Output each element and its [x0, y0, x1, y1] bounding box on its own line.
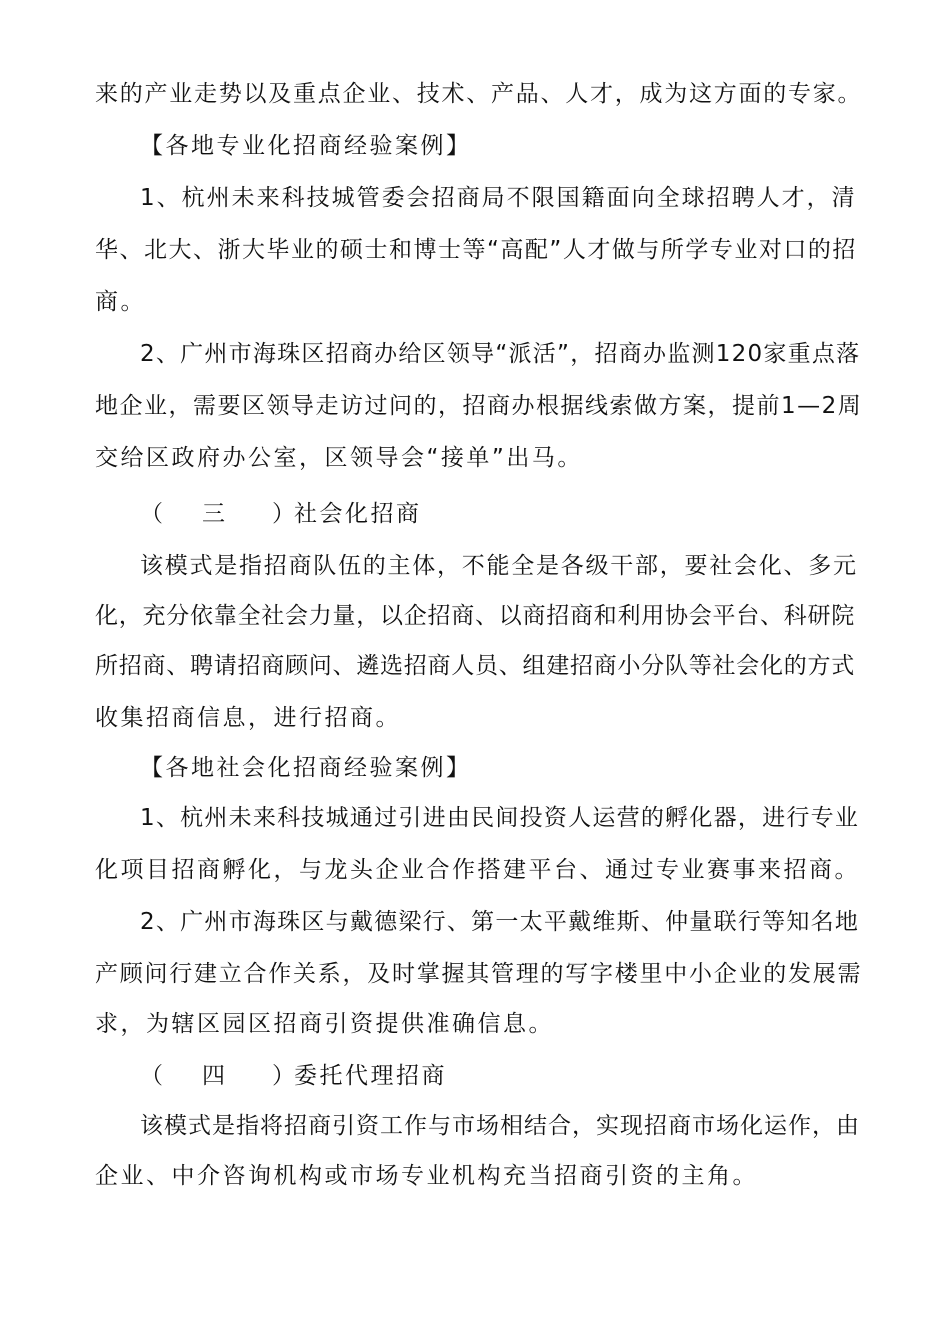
paragraph-line: 化项目招商孵化，与龙头企业合作搭建平台、通过专业赛事来招商。 [95, 857, 860, 883]
section-heading [140, 1061, 447, 1091]
heading-text: 委托代理招商 [294, 1063, 447, 1089]
paragraph-line: 来的产业走势以及重点企业、技术、产品、人才，成为这方面的专家。 [95, 81, 863, 107]
paragraph-line: 1、杭州未来科技城管委会招商局不限国籍面向全球招聘人才，清 [140, 185, 857, 211]
paragraph-line: 1、杭州未来科技城通过引进由民间投资人运营的孵化器，进行专业 [140, 805, 860, 831]
paragraph-line: 求，为辖区园区招商引资提供准确信息。 [95, 1011, 554, 1037]
paragraph-line: 该模式是指将招商引资工作与市场相结合，实现招商市场化运作，由 [140, 1113, 860, 1139]
paragraph-line: 化，充分依靠全社会力量，以企招商、以商招商和利用协会平台、科研院 [95, 603, 855, 629]
paragraph-line: 收集招商信息，进行招商。 [95, 705, 401, 731]
paragraph-line: 产顾问行建立合作关系，及时掌握其管理的写字楼里中小企业的发展需 [95, 961, 863, 987]
section-heading [140, 499, 422, 529]
section-title: 【各地社会化招商经验案例】 [140, 755, 472, 781]
paragraph-line: 华、北大、浙大毕业的硕士和博士等“高配”人才做与所学专业对口的招 [95, 237, 857, 263]
heading-open-paren: （ [140, 1063, 163, 1089]
heading-number: 三 [202, 501, 225, 527]
paragraph-line: 交给区政府办公室，区领导会“接单”出马。 [95, 445, 583, 471]
heading-close-paren: ） [272, 1063, 295, 1089]
heading-number: 四 [202, 1063, 225, 1089]
paragraph-line: 地企业，需要区领导走访过问的，招商办根据线索做方案，提前1—2周 [95, 393, 863, 419]
heading-text: 社会化招商 [294, 501, 422, 527]
paragraph-line: 2、广州市海珠区与戴德梁行、第一太平戴维斯、仲量联行等知名地 [140, 909, 860, 935]
section-title: 【各地专业化招商经验案例】 [140, 133, 472, 159]
paragraph-line: 企业、中介咨询机构或市场专业机构充当招商引资的主角。 [95, 1163, 758, 1189]
paragraph-line: 2、广州市海珠区招商办给区领导“派活”，招商办监测120家重点落 [140, 341, 861, 367]
paragraph-line: 商。 [95, 289, 146, 315]
paragraph-line: 该模式是指招商队伍的主体，不能全是各级干部，要社会化、多元 [140, 553, 858, 579]
heading-close-paren: ） [272, 501, 295, 527]
heading-open-paren: （ [140, 501, 163, 527]
paragraph-line: 所招商、聘请招商顾问、遴选招商人员、组建招商小分队等社会化的方式 [95, 653, 855, 679]
